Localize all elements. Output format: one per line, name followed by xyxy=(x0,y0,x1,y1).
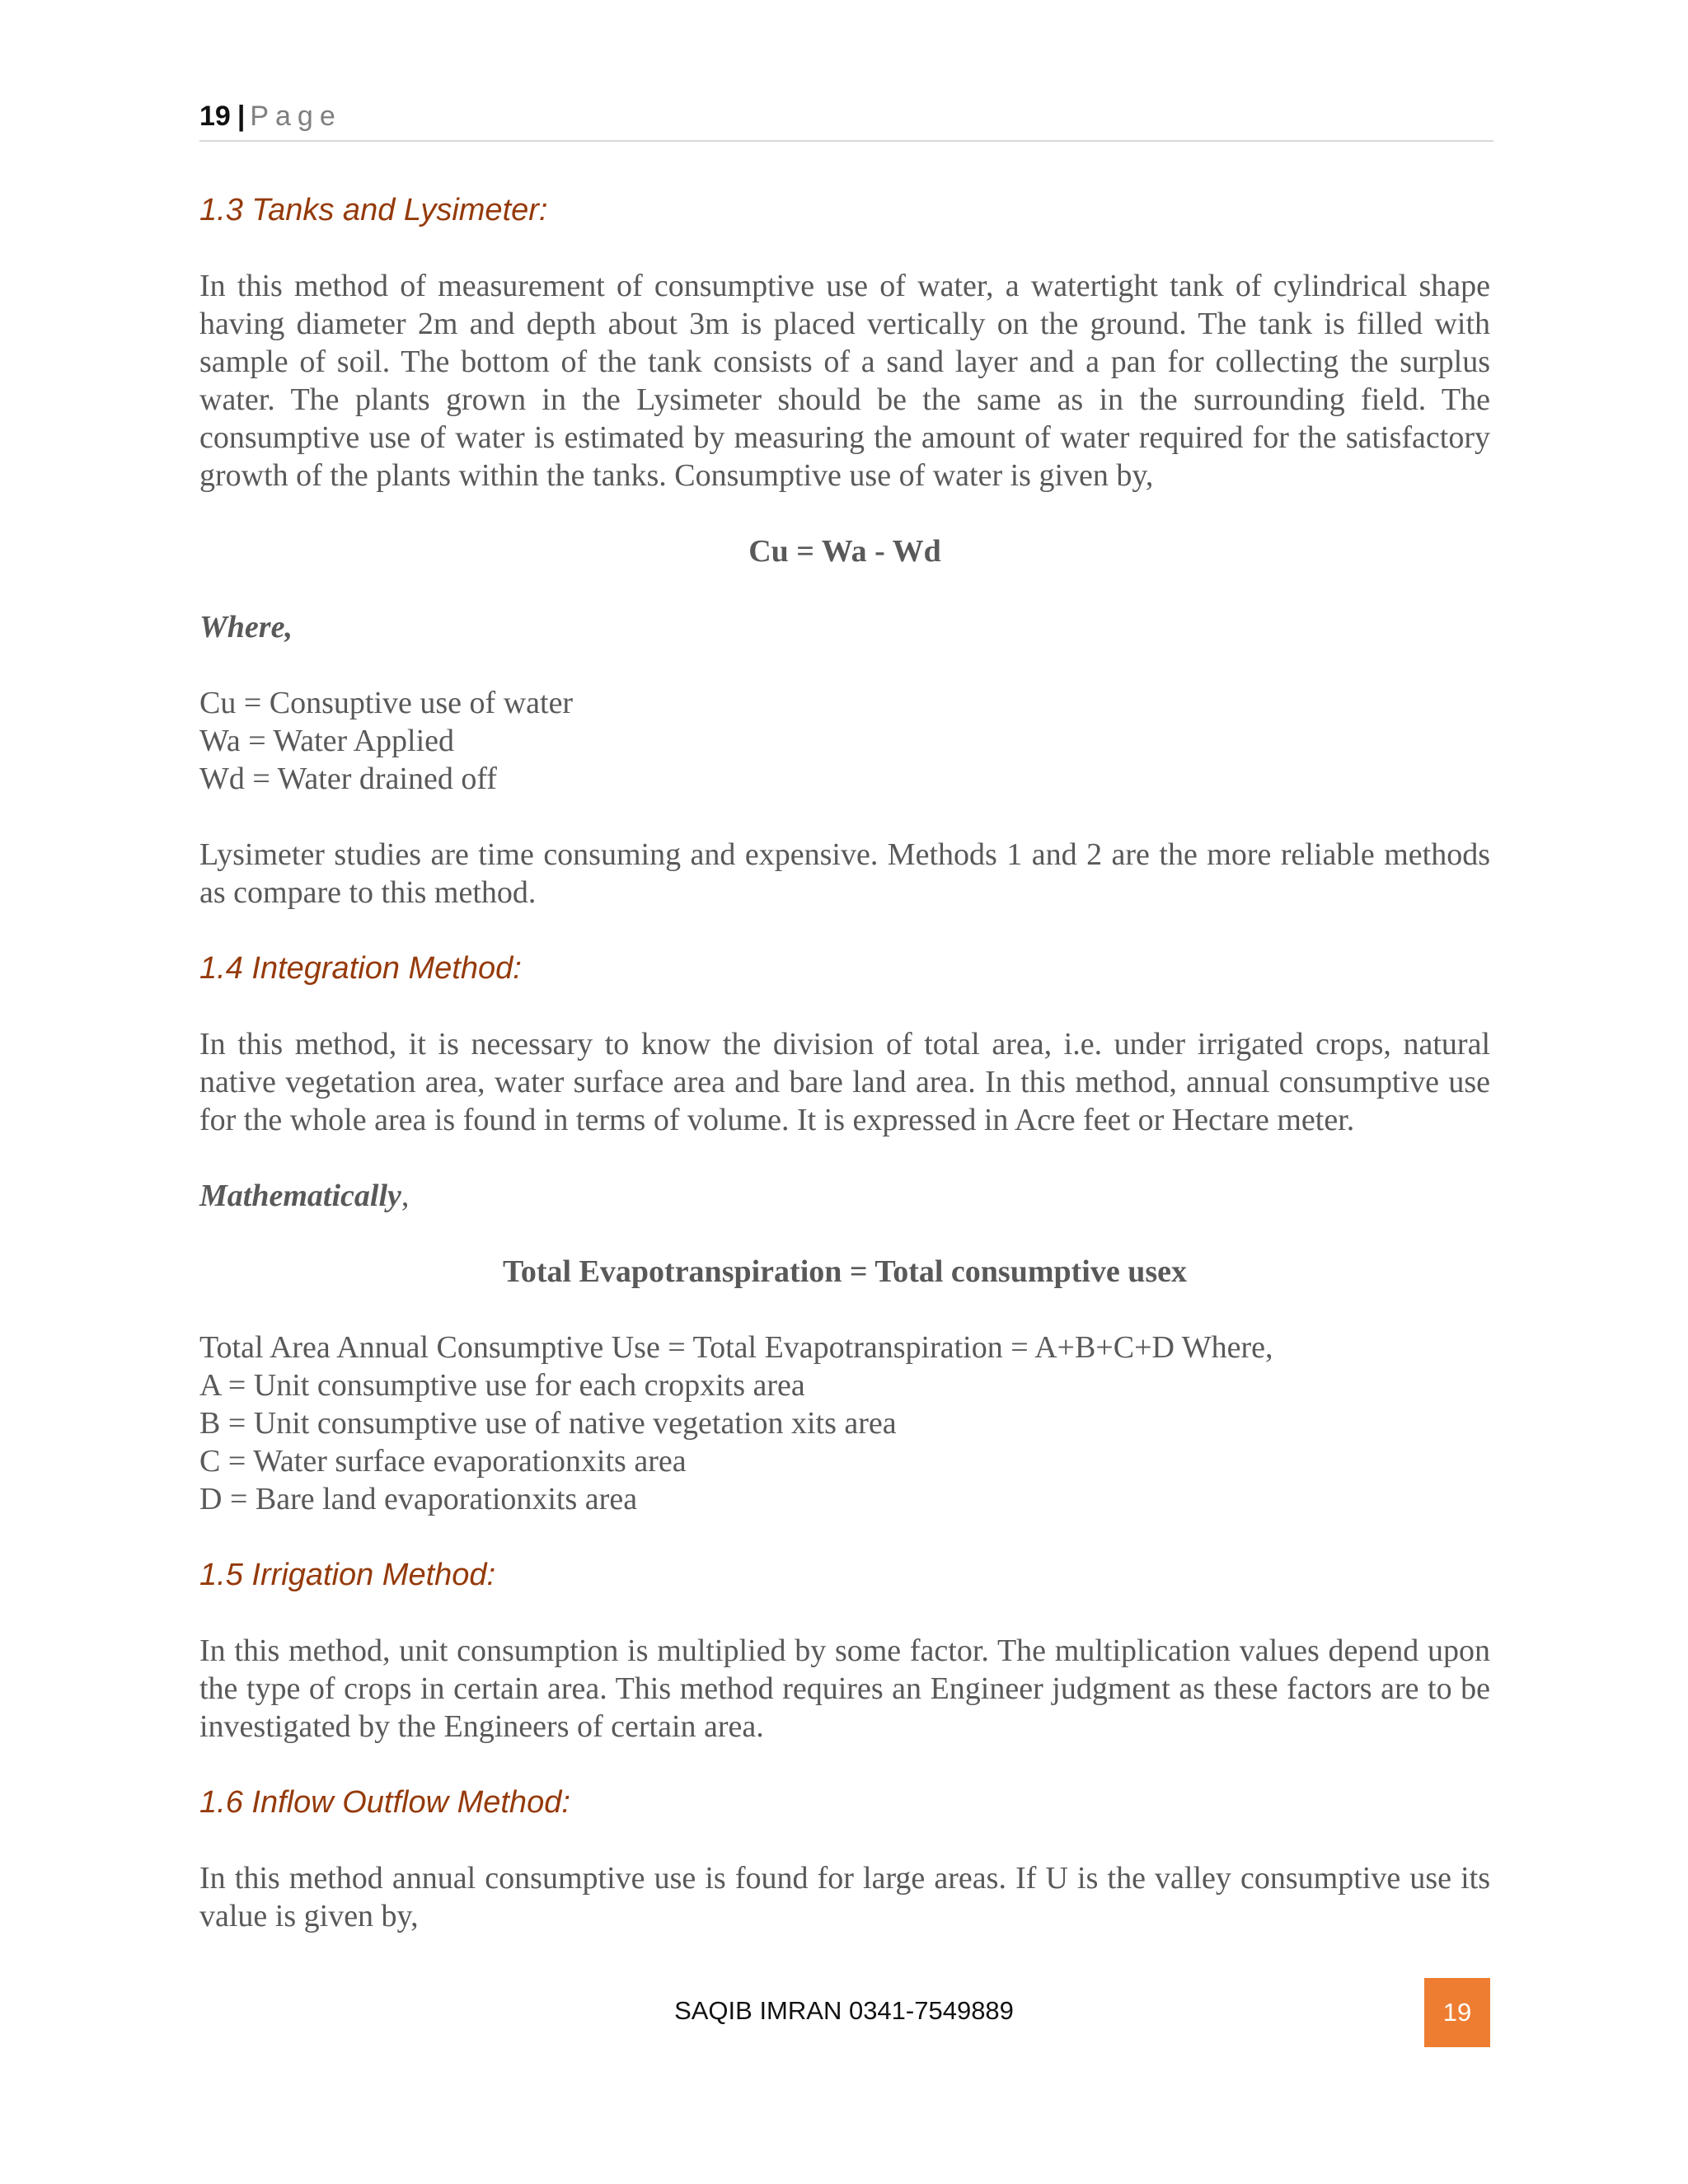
section-heading-1-6: 1.6 Inflow Outflow Method: xyxy=(199,1785,570,1820)
integration-line-b: B = Unit consumptive use of native vegetation xits area xyxy=(199,1406,897,1441)
header-page-label: Page xyxy=(250,101,342,132)
integration-line-a: A = Unit consumptive use for each cropxits area xyxy=(199,1368,805,1403)
paragraph-lysimeter-intro: In this method of measurement of consumptive use of water, a watertight tank of cylindrical shape having diameter 2m and depth about 3m is placed vertically on the ground. The tank is filled with sample of soil. The bottom of the tank consists of a sand layer and a pan for collecting the surplus water. The plants grown in the Lysimeter should be the same as in the surrounding field. The consumptive use of water is estimated by measuring the amount of water required for the satisfactory growth of the plants within the tanks. Consumptive use of water is given by, xyxy=(199,269,1490,493)
paragraph-inflow-outflow: In this method annual consumptive use is found for large areas. If U is the valley consumptive use its value is given by, xyxy=(199,1861,1490,1933)
definition-wd: Wd = Water drained off xyxy=(199,762,497,796)
mathematically-label: Mathematically xyxy=(199,1179,401,1213)
footer-author: SAQIB IMRAN 0341-7549889 xyxy=(674,1996,1014,2025)
definition-cu: Cu = Consuptive use of water xyxy=(199,686,574,720)
page-header xyxy=(199,101,1493,142)
header-separator: | xyxy=(237,101,246,132)
paragraph-irrigation: In this method, unit consumption is multiplied by some factor. The multiplication values depend upon the type of crops in certain area. This method requires an Engineer judgment as these factors are to be investigated by the Engineers of certain area. xyxy=(199,1633,1490,1744)
footer-page-number-box: 19 xyxy=(1424,1978,1490,2047)
definition-wa: Wa = Water Applied xyxy=(199,724,455,758)
integration-line-c: C = Water surface evaporationxits area xyxy=(199,1444,687,1479)
header-page-number: 19 xyxy=(199,101,231,132)
mathematically-comma: , xyxy=(401,1179,410,1213)
integration-line-1: Total Area Annual Consumptive Use = Total Evapotranspiration = A+B+C+D Where, xyxy=(199,1330,1273,1365)
page-content xyxy=(199,191,1490,1935)
paragraph-lysimeter-note: Lysimeter studies are time consuming and expensive. Methods 1 and 2 are the more reliable methods as compare to this method. xyxy=(199,837,1490,910)
formula-total-evapotranspiration: Total Evapotranspiration = Total consumptive usex xyxy=(502,1254,1187,1289)
section-heading-1-5: 1.5 Irrigation Method: xyxy=(199,1558,496,1592)
paragraph-integration-intro: In this method, it is necessary to know the division of total area, i.e. under irrigated crops, natural native vegetation area, water surface area and bare land area. In this method, annual consumptive use for the whole area is found in terms of volume. It is expressed in Acre feet or Hectare meter. xyxy=(199,1027,1490,1137)
formula-cu: Cu = Wa - Wd xyxy=(748,534,941,569)
section-heading-1-4: 1.4 Integration Method: xyxy=(199,951,522,986)
integration-line-d: D = Bare land evaporationxits area xyxy=(199,1482,638,1516)
section-heading-1-3: 1.3 Tanks and Lysimeter: xyxy=(199,193,548,227)
where-label: Where, xyxy=(199,610,293,644)
mathematically-line xyxy=(199,1177,1490,1215)
